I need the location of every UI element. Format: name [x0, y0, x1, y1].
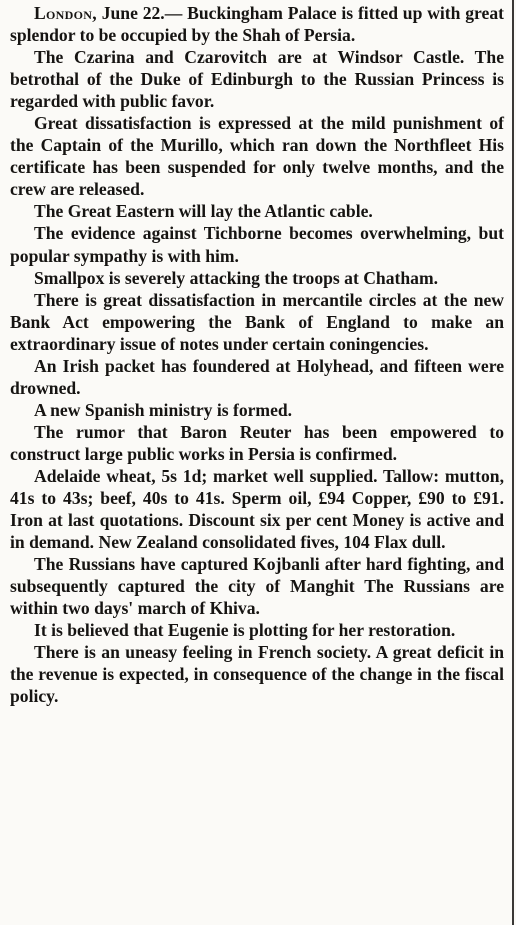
- news-paragraph-12: The Russians have captured Kojbanli after hard fighting, and subsequently captured the city of Manghit The Russians are within two days' march of Khiva.: [10, 554, 504, 619]
- news-paragraph-10: The rumor that Baron Reuter has been empowered to construct large public works in Persia is confirmed.: [10, 421, 504, 464]
- paragraph-text: Buckingham Palace is fitted up with great splendor to be occupied by the Shah of Persia.: [10, 3, 504, 46]
- dateline-date: June 22.—: [96, 3, 183, 23]
- news-paragraph-4: The Great Eastern will lay the Atlantic cable.: [34, 201, 373, 222]
- news-paragraph-1: [10, 2, 504, 46]
- news-paragraph-5: The evidence against Tichborne becomes overwhelming, but popular sympathy is with him.: [10, 223, 504, 266]
- news-paragraph-9: A new Spanish ministry is formed.: [34, 399, 293, 420]
- news-paragraph-13: It is believed that Eugenie is plotting for her restoration.: [34, 620, 456, 641]
- news-paragraph-8: An Irish packet has foundered at Holyhead, and fifteen were drowned.: [10, 355, 504, 398]
- dateline-city: London,: [34, 3, 97, 23]
- news-paragraph-11: Adelaide wheat, 5s 1d; market well supplied. Tallow: mutton, 41s to 43s; beef, 40s to 41s. Sperm oil, £94 Copper, £90 to £91. Iron at last quotations. Discount six per cent Money is active and in demand. New Zealand consolidated fives, 104 Flax dull.: [10, 465, 504, 553]
- news-paragraph-3: Great dissatisfaction is expressed at the mild punishment of the Captain of the Murillo, which ran down the Northfleet His certificate has been suspended for only twelve months, and the crew are released.: [10, 113, 504, 200]
- news-paragraph-6: Smallpox is severely attacking the troops at Chatham.: [34, 267, 439, 288]
- news-paragraph-7: There is great dissatisfaction in mercantile circles at the new Bank Act empowering the Bank of England to make an extraordinary issue of notes under certain coningencies.: [10, 289, 504, 354]
- news-paragraph-14: There is an uneasy feeling in French society. A great deficit in the revenue is expected, in consequence of the change in the fiscal policy.: [10, 642, 504, 707]
- column-rule: [512, 0, 514, 925]
- news-paragraph-2: The Czarina and Czarovitch are at Windsor Castle. The betrothal of the Duke of Edinburgh to the Russian Princess is regarded with public favor.: [10, 47, 504, 112]
